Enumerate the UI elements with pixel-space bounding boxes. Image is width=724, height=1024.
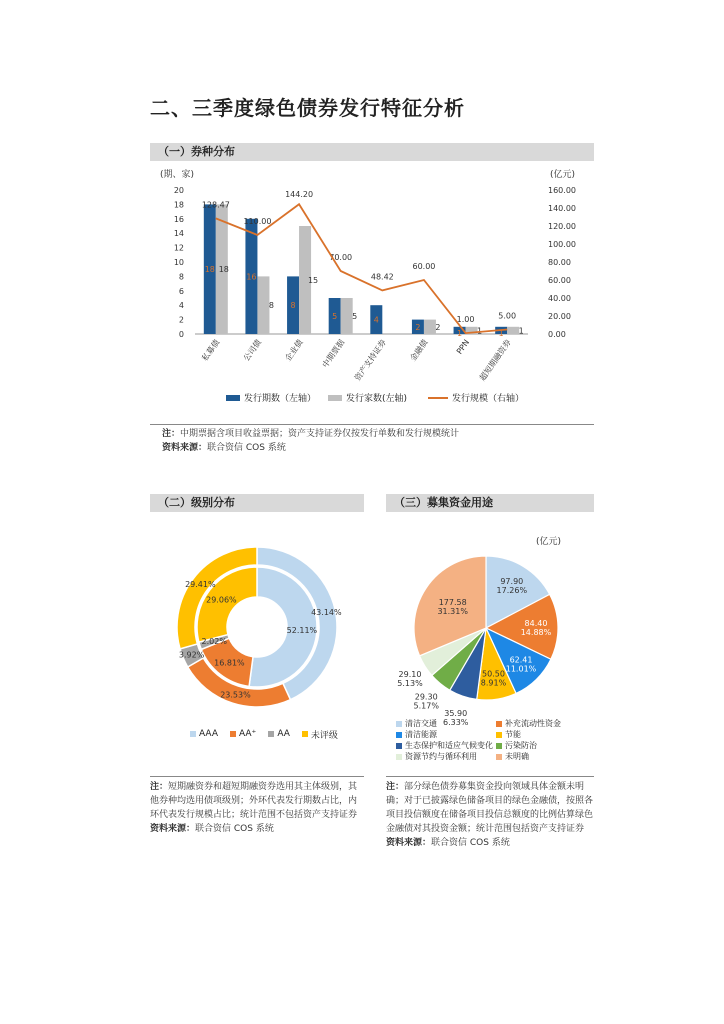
category-label: 资产支持证券 [353,337,388,383]
line-point-label: 144.20 [285,190,314,200]
left-tick-label: 4 [178,301,184,311]
bar-label-issue-count: 1 [457,328,463,338]
left-axis-unit: (期、家) [160,170,195,180]
category-label: PPN [454,337,472,356]
rating-legend-item [302,728,338,741]
rating-legend-item [190,729,218,739]
pie-value-label: 84.40 [524,619,548,629]
bar-label-issuer-count: 5 [352,312,358,321]
pie-value-label: 29.10 [398,669,422,679]
fund-use-legend-item [496,740,537,751]
bar-label-issuer-count: 8 [268,301,274,311]
inner-ring-label: 52.11% [286,625,318,635]
bar-label-issuer-count: 15 [307,276,319,285]
fund-use-legend-item [496,718,561,729]
fund-use-legend-label: 未明确 [505,752,529,761]
right-tick-label: 100.00 [548,240,576,249]
pie-value-label: 29.30 [414,692,438,702]
fund-use-legend-label: 污染防治 [505,741,537,750]
right-tick-label: 140.00 [548,204,576,213]
rating-legend-swatch [268,731,274,737]
bar-label-issue-count: 18 [204,265,215,275]
bar-label-issue-count: 8 [290,301,296,311]
rating-legend-item [268,729,290,739]
fund-use-legend-label: 节能 [505,730,521,739]
section3-note [386,780,594,850]
rating-legend-swatch [190,731,196,737]
legend-item-issuer-count [328,391,407,404]
page-title: 二、三季度绿色债券发行特征分析 [150,96,465,120]
fund-use-legend [396,718,596,768]
note-prefix: 注： [386,782,405,792]
note-prefix: 注： [150,782,169,792]
bar-label-issue-count: 1 [498,328,504,338]
rating-legend-label: AA⁺ [238,729,257,739]
legend-label: 发行期数（左轴） [244,394,317,404]
section2-heading: （二）级别分布 [150,494,364,512]
pie-percent-label: 6.33% [442,717,469,727]
line-point-label: 128.47 [201,200,230,210]
fund-use-legend-item [496,751,529,762]
outer-ring-label: 23.53% [220,690,251,700]
rating-legend-swatch [230,731,236,737]
fund-use-legend-swatch [396,754,402,760]
fund-use-legend-item [396,729,437,740]
line-point-label: 48.42 [370,272,394,282]
right-tick-label: 40.00 [548,294,571,303]
fund-use-legend-swatch [396,721,402,727]
line-point-label: 1.00 [456,315,475,325]
legend-swatch-gray [328,395,342,401]
pie-percent-label: 31.31% [437,606,468,616]
fund-use-legend-label: 生态保护和适应气候变化 [405,741,493,750]
left-axis-ticks [174,186,184,339]
inner-ring-label: 2.02% [201,637,227,647]
bar-issuer-count [507,327,519,334]
pie-value-label: 62.41 [509,655,533,665]
left-tick-label: 16 [173,214,184,224]
legend-swatch-dark [226,395,240,401]
fund-use-legend-label: 清洁能源 [405,730,437,739]
rating-legend-label: AAA [199,729,218,739]
section3-rule [386,776,594,777]
right-axis-unit: (亿元) [550,170,576,180]
fund-use-legend-swatch [396,732,402,738]
source-prefix: 资料来源： [386,838,432,848]
pie-value-label: 177.58 [438,597,467,607]
fund-use-legend-label: 资源节约与循环利用 [405,752,477,761]
section1-heading: （一）券种分布 [150,143,594,161]
left-tick-label: 12 [173,243,184,253]
line-point-label: 70.00 [329,253,353,262]
fund-use-legend-swatch [496,721,502,727]
bar-label-issue-count: 16 [246,272,257,282]
pie-value-label: 97.90 [500,577,524,587]
pie-value-label: 50.50 [482,669,505,679]
source-text: 联合资信 COS 系统 [207,443,286,453]
category-label: 私募债 [200,337,222,363]
fund-use-legend-swatch [496,743,502,749]
fund-use-legend-label: 补充流动性资金 [505,719,561,728]
source-prefix: 资料来源： [162,443,208,453]
left-tick-label: 0 [178,330,184,339]
legend-item-issue-size [428,391,524,404]
line-point-label: 110.00 [243,217,272,226]
source-text: 联合资信 COS 系统 [195,824,274,834]
legend-item-issue-count [226,391,316,404]
fund-use-legend-label: 清洁交通 [405,719,437,728]
left-tick-label: 14 [173,229,184,239]
fund-use-legend-item [396,718,437,729]
legend-label: 发行家数(左轴) [346,394,408,404]
fund-use-legend-swatch [496,732,502,738]
left-tick-label: 20 [173,186,184,195]
right-axis-ticks [548,186,576,339]
right-tick-label: 120.00 [548,222,576,231]
left-tick-label: 2 [178,315,184,325]
category-label: 企业债 [283,337,305,363]
right-tick-label: 60.00 [548,276,571,285]
outer-ring-label: 3.92% [178,650,205,660]
bar-issuer-count [341,298,353,334]
rating-legend-label: 未评级 [310,730,338,741]
bar-label-issuer-count: 1 [477,326,483,336]
right-tick-label: 20.00 [548,312,571,321]
note-prefix: 注： [162,429,181,439]
rating-legend-item [230,729,256,739]
pie-percent-label: 5.17% [413,701,439,711]
fund-use-legend-swatch [496,754,502,760]
rating-distribution-chart [150,530,364,720]
fund-use-legend-item [496,729,521,740]
bar-issuer-count [257,276,269,334]
rating-legend-swatch [302,731,308,737]
outer-ring-label: 43.14% [311,607,342,617]
left-tick-label: 10 [173,258,184,267]
source-prefix: 资料来源： [150,824,196,834]
left-tick-label: 8 [178,272,184,282]
pie-percent-label: 8.91% [480,678,507,688]
category-labels [199,337,512,382]
legend-label: 发行规模（右轴） [452,394,525,404]
pie-percent-label: 11.01% [505,664,537,674]
category-label: 中期票据 [320,337,347,370]
outer-ring-label: 29.41% [185,580,216,590]
section1-rule [150,424,594,425]
pie-percent-label: 5.13% [397,678,423,688]
section1-note [162,427,594,455]
bar-label-issue-count: 5 [332,312,338,321]
legend-swatch-line [428,397,448,399]
fund-use-legend-swatch [396,743,402,749]
rating-legend-label: AA [277,729,290,739]
line-point-label: 60.00 [412,262,436,271]
bar-label-issuer-count: 18 [218,265,229,275]
bond-type-chart [150,163,600,413]
left-tick-label: 6 [178,286,184,296]
category-label: 公司债 [241,337,264,363]
section2-note [150,780,364,836]
line-point-label: 5.00 [498,311,517,321]
fund-use-legend-item [396,751,477,762]
inner-ring-label: 29.06% [206,595,237,605]
pie-value-label: 35.90 [444,708,468,718]
pie-percent-label: 17.26% [496,586,528,596]
category-label: 超短期融资券 [477,337,513,383]
pie-unit: (亿元) [536,537,562,547]
note-text: 中期票据含项目收益票据；资产支持证券仅按发行单数和发行规模统计 [180,429,460,439]
bar-issuer-count [424,320,436,334]
right-tick-label: 160.00 [548,186,576,195]
source-text: 联合资信 COS 系统 [431,838,510,848]
right-tick-label: 0.00 [548,330,566,339]
note-text: 短期融资券和超短期融资券选用其主体级别，其他券种均选用债项级别；外环代表发行期数占比，内环代表发行规模占比；统计范围不包括资产支持证券 [150,782,358,820]
left-tick-label: 18 [173,200,184,210]
note-text: 部分绿色债券募集资金投向领域具体金额未明确；对于已披露绿色储备项目的绿色金融债，按照各项目投信额度在储备项目投信总额度的比例估算绿色金融债对其投资金额；统计范围包括资产支持证券 [386,782,594,834]
bar-label-issuer-count: 1 [518,326,524,336]
rating-legend [190,722,370,741]
inner-ring-label: 16.81% [214,658,245,668]
fund-use-legend-item [396,740,493,751]
bar-label-issue-count: 4 [373,315,379,325]
pie-percent-label: 14.88% [520,628,552,638]
right-tick-label: 80.00 [548,258,571,267]
section2-rule [150,776,364,777]
bar-label-issue-count: 2 [415,322,421,332]
bar-label-issuer-count: 2 [435,322,441,332]
section3-heading: （三）募集资金用途 [386,494,594,512]
category-label: 金融债 [408,337,430,363]
